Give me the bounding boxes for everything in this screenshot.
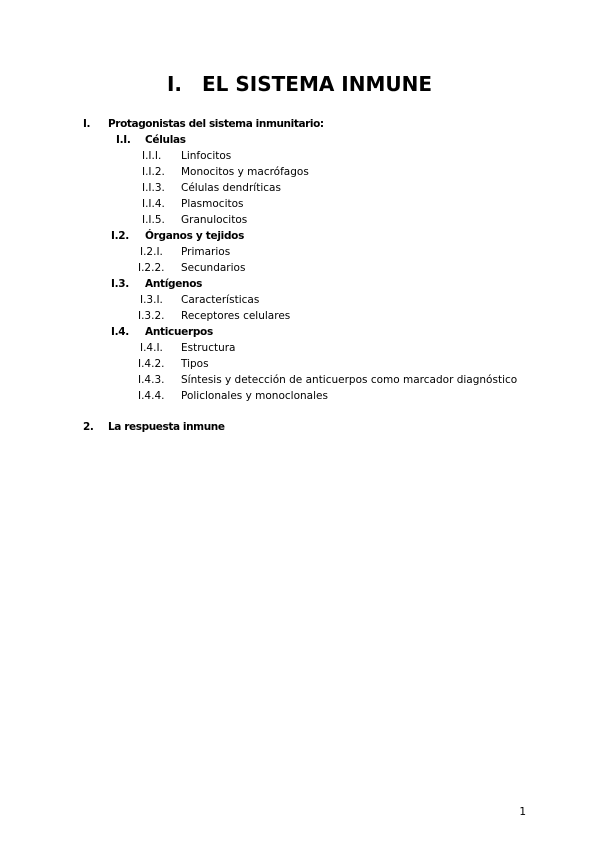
toc-label: Células — [145, 134, 186, 146]
toc-number: I.I.2. — [142, 166, 165, 178]
toc-number: I.I.3. — [142, 182, 165, 194]
toc-label: Plasmocitos — [181, 198, 244, 210]
toc-number: I.3.2. — [138, 310, 165, 322]
toc-number: I.2.I. — [140, 246, 163, 258]
toc-label: La respuesta inmune — [108, 421, 225, 433]
toc-label: Policlonales y monoclonales — [181, 390, 328, 402]
toc-label: Receptores celulares — [181, 310, 291, 322]
toc-label: Características — [181, 294, 260, 306]
page-title — [0, 72, 599, 96]
toc-label: Tipos — [181, 358, 209, 370]
toc-label: Monocitos y macrófagos — [181, 166, 309, 178]
toc-number: I.I.I. — [142, 150, 162, 162]
toc-number: I.4.4. — [138, 390, 165, 402]
toc-number: I.I.5. — [142, 214, 165, 226]
toc-label: Linfocitos — [181, 150, 232, 162]
toc-number: I.I.4. — [142, 198, 165, 210]
toc-number: I.4. — [111, 326, 129, 338]
page-number: 1 — [519, 806, 526, 818]
toc-number: I.3. — [111, 278, 129, 290]
toc-label: Secundarios — [181, 262, 246, 274]
toc-label: Anticuerpos — [145, 326, 213, 338]
toc-number: I.4.3. — [138, 374, 165, 386]
toc-label: Antígenos — [145, 278, 203, 290]
toc-number: I.4.2. — [138, 358, 165, 370]
toc-label: Granulocitos — [181, 214, 248, 226]
toc-number: I.I. — [116, 134, 131, 146]
toc-number: 2. — [83, 421, 94, 433]
toc-number: I.2.2. — [138, 262, 165, 274]
toc-number: I. — [83, 118, 91, 130]
toc-label: Protagonistas del sistema inmunitario: — [108, 118, 324, 130]
toc-number: I.3.I. — [140, 294, 163, 306]
page-title-number: I. — [166, 72, 183, 96]
page-title-text: EL SISTEMA INMUNE — [202, 72, 433, 96]
toc-number: I.4.I. — [140, 342, 163, 354]
toc-label: Estructura — [181, 342, 236, 354]
toc-label: Primarios — [181, 246, 231, 258]
toc-label: Órganos y tejidos — [145, 230, 245, 242]
toc-number: I.2. — [111, 230, 129, 242]
toc-label: Síntesis y detección de anticuerpos como marcador diagnóstico — [181, 374, 518, 386]
toc-label: Células dendríticas — [181, 182, 281, 194]
